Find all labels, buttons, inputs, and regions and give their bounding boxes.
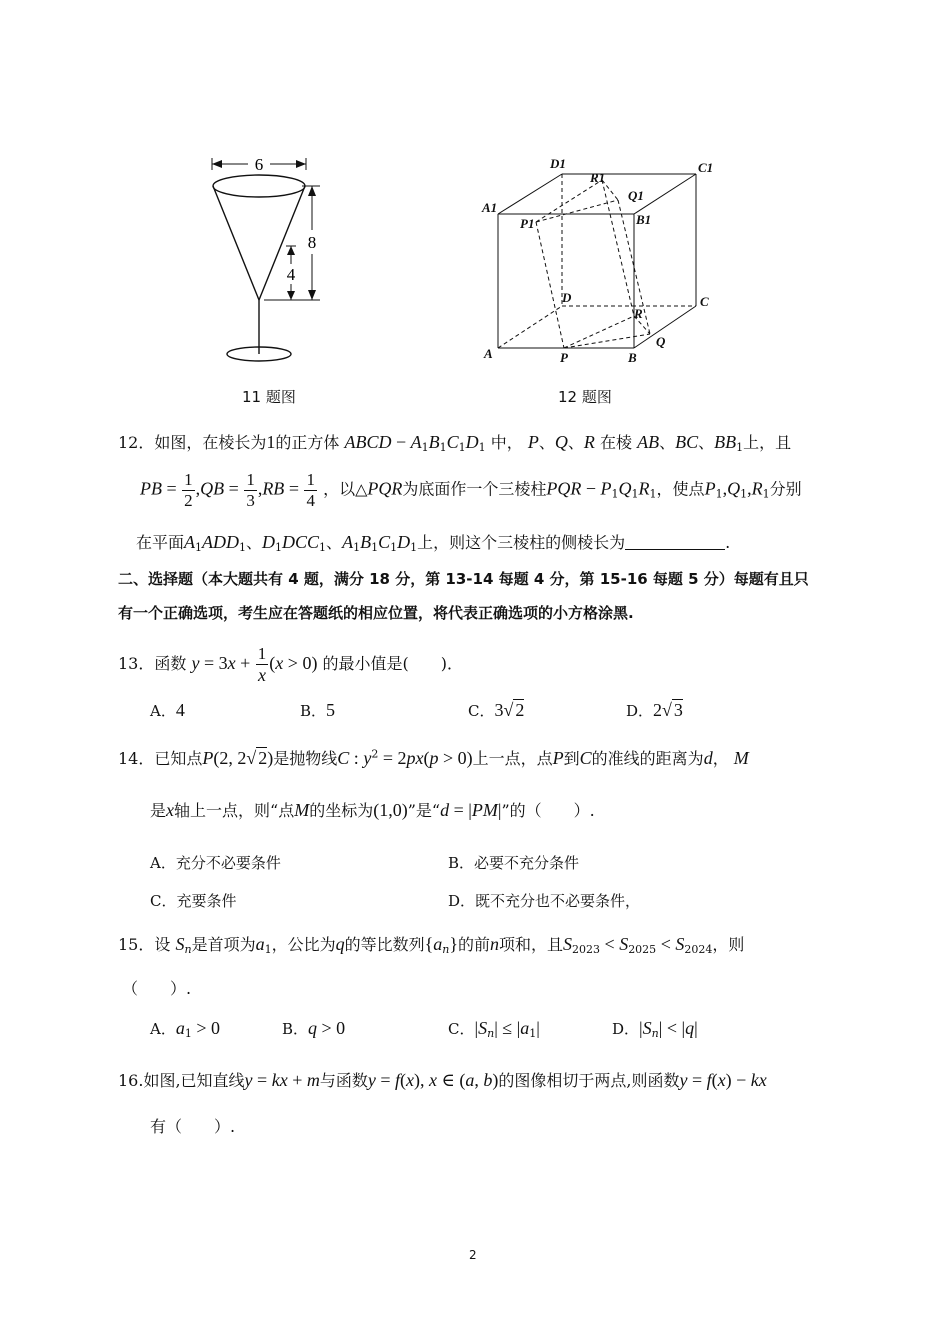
q15-option-d[interactable]: D．$|S_n| < |q|$: [612, 1018, 698, 1040]
svg-text:R1: [589, 170, 605, 185]
label-Q1: Q1: [628, 188, 644, 203]
q14-option-b[interactable]: B．必要不充分条件: [448, 854, 580, 872]
label-P: P: [560, 350, 568, 365]
svg-text:D: [561, 290, 572, 305]
label-A: A: [484, 346, 493, 361]
q15-line2: （ ）.: [122, 979, 192, 998]
section2-heading-line2: 有一个正确选项，考生应在答题纸的相应位置，将代表正确选项的小方格涂黑.: [118, 604, 634, 622]
q12-line2: PB = $\frac{1}{2}$ ,QB = $\frac{1}{3}$ ,RB = $\frac{1}{4}$ ，以△PQR为底面作一个三棱柱PQR − $P_1Q_1R_1$，使点$P_1,Q_1,R_1$分别: [140, 470, 802, 510]
q13-option-d[interactable]: D．2√ 3: [626, 700, 683, 720]
section2-heading-line1: 二、选择题（本大题共有 4 题，满分 18 分，第 13-14 每题 4 分，第 15-16 每题 5 分）每题有且只: [118, 570, 809, 588]
q15-line1: 15．设 $S_n$是首项为$a_1$，公比为q的等比数列$\{a_n\}$的前n项和，且$S_{2023} < S_{2025} < S_{2024}$，则: [118, 934, 745, 956]
figure-11-goblet: [190, 148, 340, 368]
q14-option-c[interactable]: C．充要条件: [150, 892, 237, 910]
svg-text:B1: [635, 212, 651, 227]
q16-line2: 有（ ）.: [150, 1117, 236, 1136]
q14-line2: 是x轴上一点，则“点M的坐标为(1,0)”是“d = |PM|”的（ ）.: [150, 800, 595, 820]
svg-text:B: [627, 350, 637, 365]
q12-line3: 在平面$A_1ADD_1$、$D_1DCC_1$、$A_1B_1C_1D_1$上，则这个三棱柱的侧棱长为 .: [136, 532, 731, 554]
label-Q: Q: [656, 334, 666, 349]
svg-text:C: [700, 294, 709, 309]
q14-option-a[interactable]: A．充分不必要条件: [150, 854, 281, 872]
svg-text:Q1: [628, 188, 644, 203]
svg-text:D1: [549, 156, 566, 171]
label-C: C: [700, 294, 709, 309]
q13-option-b[interactable]: B．5: [300, 700, 336, 720]
svg-text:P: [560, 350, 569, 365]
svg-text:A: [483, 346, 493, 361]
svg-text:P1: [520, 216, 534, 231]
figure-12-caption: 12 题图: [558, 388, 612, 406]
q15-option-c[interactable]: C．$|S_n| \le |a_1|$: [448, 1018, 540, 1040]
label-D1: D1: [550, 156, 566, 171]
q15-option-a[interactable]: A．$a_1 > 0$: [150, 1018, 220, 1040]
figure-12-cube: [478, 150, 728, 370]
svg-text:Q: [656, 334, 666, 349]
q13-option-c[interactable]: C．3√ 2: [468, 700, 525, 720]
q12-line1: 12．如图，在棱长为1的正方体 ABCD − $A_1B_1C_1D_1$ 中， P、Q、R 在棱 AB、BC、$BB_1$上，且: [118, 432, 792, 454]
svg-text:A1: [481, 200, 497, 215]
dim-inner-label: 4: [286, 265, 296, 284]
label-R1: R1: [590, 170, 606, 185]
label-D: D: [562, 290, 572, 305]
q16-line1: 16.如图,已知直线y = kx + m与函数y = f(x), x ∈ (a, b)的图像相切于两点,则函数y = f(x) − kx: [118, 1070, 767, 1090]
svg-text:R: [633, 306, 643, 321]
dim-outer-label: 8: [307, 233, 317, 252]
label-A1: A1: [482, 200, 498, 215]
label-R: R: [634, 306, 643, 321]
label-B1: B1: [636, 212, 652, 227]
page-number: 2: [469, 1248, 477, 1262]
svg-text:C1: [698, 160, 713, 175]
label-P1: P1: [520, 216, 535, 231]
figure-11-caption: 11 题图: [242, 388, 296, 406]
label-C1: C1: [698, 160, 714, 175]
label-B: B: [628, 350, 637, 365]
q14-line1: 14．已知点P(2, 2√ 2)是抛物线C : $y^2 = 2px(p > 0)$上一点，点P到C的准线的距离为d， M: [118, 747, 749, 768]
dim-top-label: 6: [254, 155, 264, 174]
q13-option-a[interactable]: A．4: [150, 700, 185, 720]
q15-option-b[interactable]: B．q > 0: [282, 1018, 346, 1038]
q14-option-d[interactable]: D．既不充分也不必要条件，: [448, 892, 641, 910]
q12-answer-blank: [625, 535, 725, 550]
q13-stem: 13．函数 y = 3x + $\frac{1}{x}$ (x > 0) 的最小值是( )．: [118, 644, 464, 685]
